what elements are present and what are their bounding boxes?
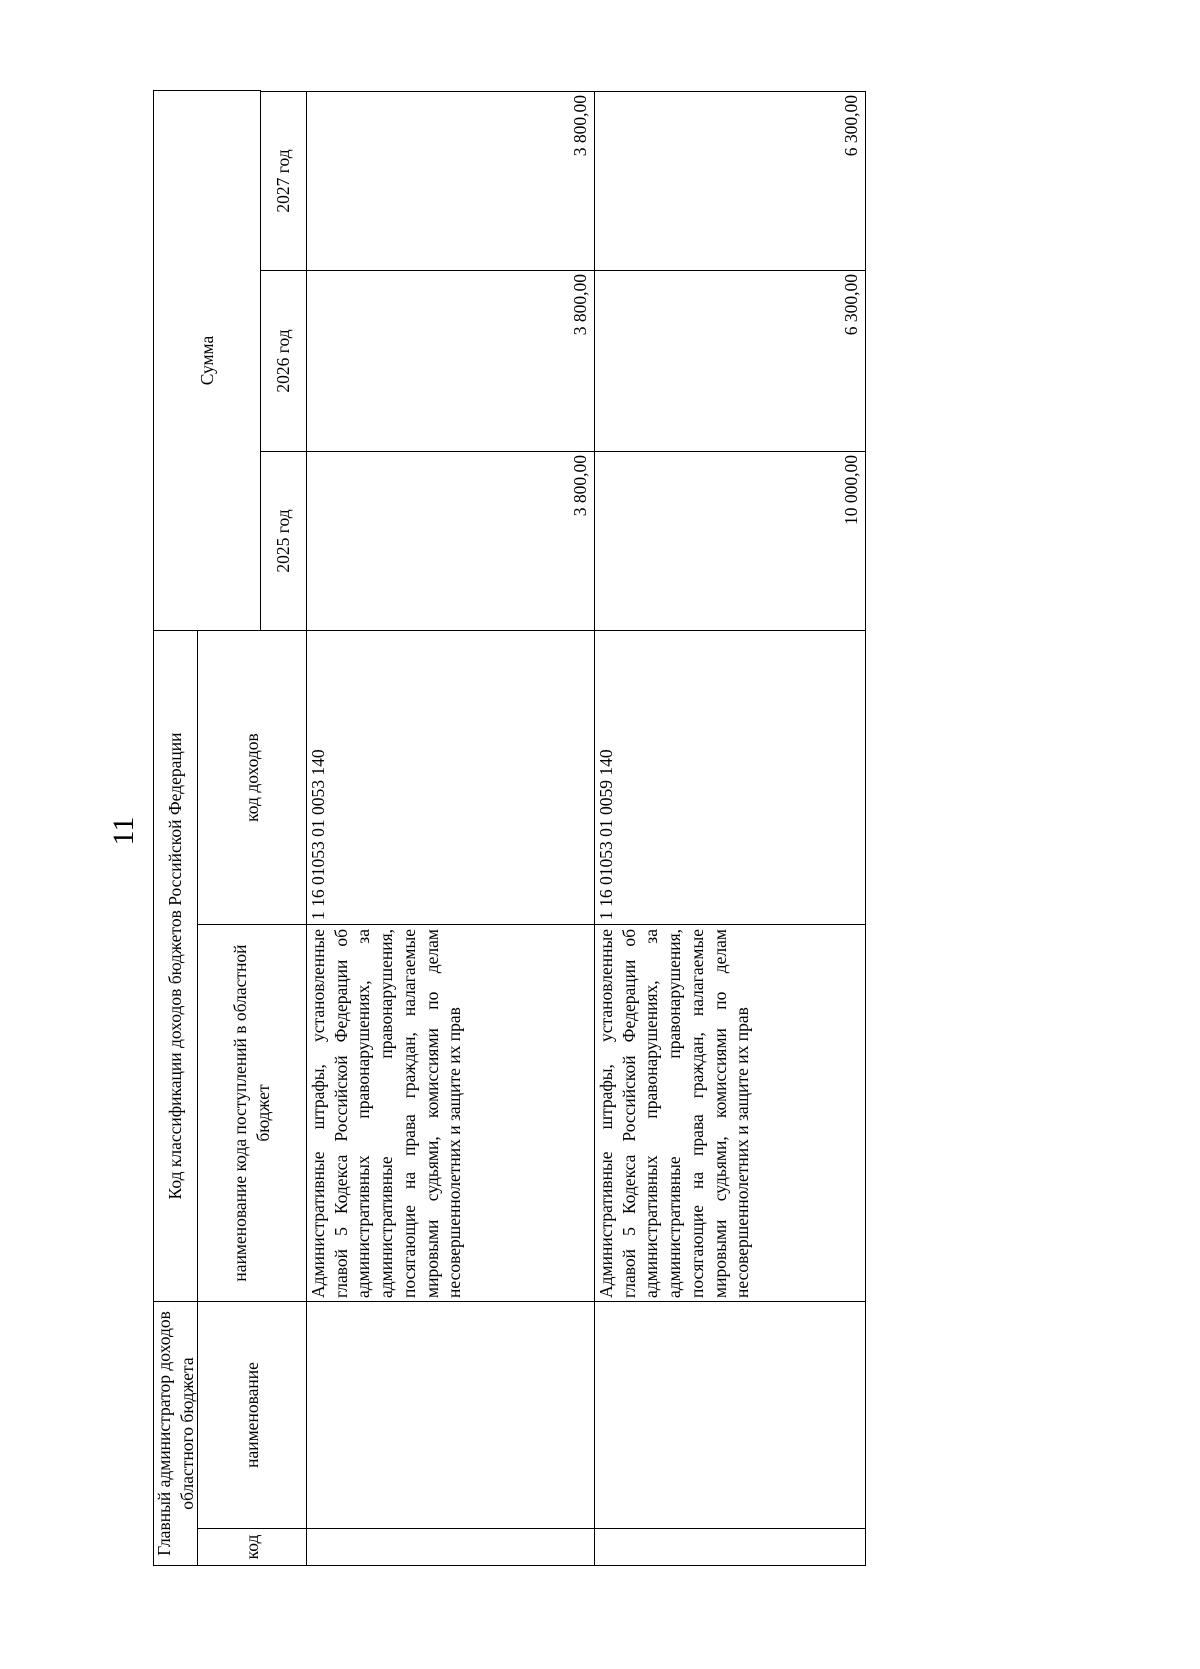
row1-admin-name [306,1301,595,1529]
header-income-name: наименование кода поступлений в областной бюджет [197,924,307,1302]
row2-sum-2025: 10 000,00 [594,451,866,631]
row1-income-code: 1 16 01053 01 0053 140 [306,630,595,925]
row1-sum-2025: 3 800,00 [306,451,595,631]
row2-sum-2026: 6 300,00 [594,270,866,452]
row1-sum-2026: 3 800,00 [306,270,595,452]
header-admin-code: код [197,1528,307,1566]
header-classification-group: Код классификации доходов бюджетов Российской Федерации [153,630,198,1302]
row2-admin-name [594,1301,866,1529]
row1-income-name: Административные штрафы, установленные главой 5 Кодекса Российской Федерации об административных правонарушениях, за административные правонарушения, посягающие на права граждан, налагаемые мировыми судьями, комиссиями по делам несовершеннолетних и защите их прав [306,924,595,1302]
row2-income-name: Административные штрафы, установленные главой 5 Кодекса Российской Федерации об административных правонарушениях, за административные правонарушения, посягающие на права граждан, налагаемые мировыми судьями, комиссиями по делам несовершеннолетних и защите их прав [594,924,866,1302]
row2-income-code: 1 16 01053 01 0059 140 [594,630,866,925]
page-number: 11 [107,816,140,846]
row1-sum-2027: 3 800,00 [306,91,595,271]
header-admin-name: наименование [197,1301,307,1529]
header-year-2025: 2025 год [260,451,307,631]
header-income-code: код доходов [197,630,307,925]
row2-sum-2027: 6 300,00 [594,91,866,271]
income-classification-table [153,91,866,1566]
header-sum-group: Сумма [153,90,261,631]
header-year-2027: 2027 год [260,91,307,271]
row2-admin-code [594,1528,866,1566]
header-admin-group: Главный администратор доходов областного бюджета [153,1301,198,1566]
row1-admin-code [306,1528,595,1566]
header-year-2026: 2026 год [260,270,307,452]
